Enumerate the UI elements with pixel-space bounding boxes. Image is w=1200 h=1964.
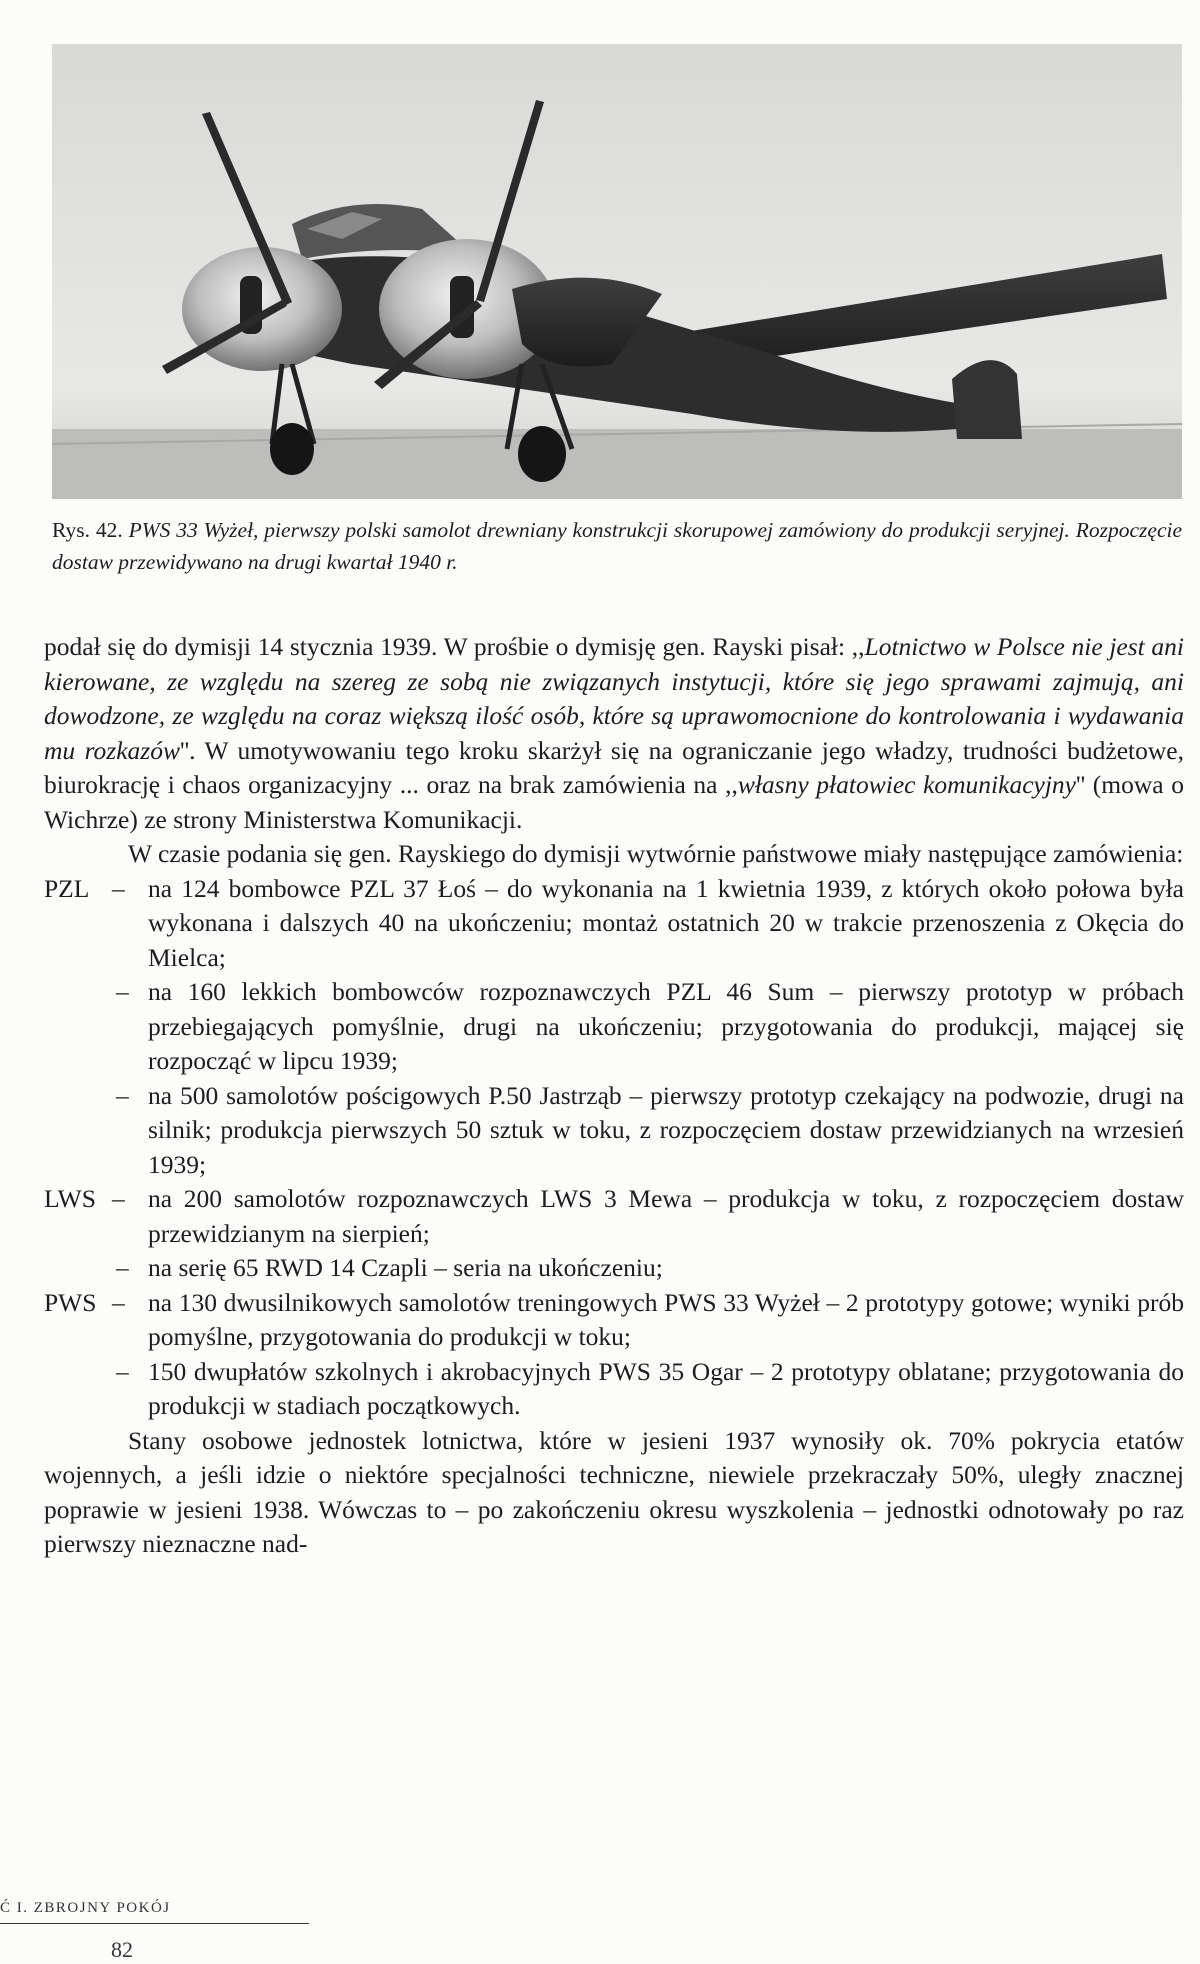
body-text [44,630,1184,1562]
figure-caption [52,514,1182,578]
order-entry [44,975,1184,1079]
p1-quote: Lotnictwo w Polsce nie jest ani kierowane, ze względu na szereg ze sobą nie związanych instytucji, które się jego sprawami zajmują, ani dowodzone, ze względu na coraz większą ilość osób, które są uprawomocnione do kontrolowania i wydawania mu rozkazów [44,632,1184,765]
dash: – [112,1184,125,1213]
page-number: 82 [111,1937,133,1962]
dash: – [112,873,125,903]
dash: – [116,1253,129,1282]
order-item: na 500 samolotów pościgowych P.50 Jastrząb – pierwszy prototyp czekający na podwozie, drugi na silnik; produkcja pierwszych 50 sztuk w toku, z rozpoczęciem dostaw przewidzianych na wrzesień 1939; [148,1080,1184,1179]
org-name: PWS [44,1287,97,1317]
order-entry [44,1079,1184,1183]
order-item: 150 dwupłatów szkolnych i akrobacyjnych PWS 35 Ogar – 2 prototypy oblatane; przygotowania do produkcji w stadiach początkowych. [148,1356,1184,1420]
running-head: Ć I. ZBROJNY POKÓJ [0,1900,171,1916]
paragraph-1 [44,630,1184,837]
order-item: na 130 dwusilnikowych samolotów treningowych PWS 33 Wyżeł – 2 prototypy gotowe; wyniki prób pomyślne, przygotowania do produkcji w toku; [148,1287,1184,1351]
p1-quote-2: własny płatowiec komunikacyjny [737,770,1076,799]
dash: – [112,1287,125,1317]
dash: – [116,977,129,1006]
aircraft-photo [52,44,1182,499]
dash: – [116,1080,129,1110]
order-entry [44,1182,1184,1251]
paragraph-3: Stany osobowe jednostek lotnictwa, które w jesieni 1937 wynosiły ok. 70% pokrycia etatów wojennych, a jeśli idzie o niektóre specjalności techniczne, niewiele przekraczały 50%, uległy znacznej poprawie w jesieni 1938. Wówczas to – po zakończeniu okresu wyszkolenia – jednostki odnotowały po raz pierwszy nieznaczne nad- [44,1425,1184,1558]
org-name: LWS [44,1184,96,1213]
order-item: na 160 lekkich bombowców rozpoznawczych PZL 46 Sum – pierwszy prototyp w próbach przebiegających pomyślnie, drugi na ukończeniu; przygotowania do produkcji, mającej się rozpocząć w lipcu 1939; [148,977,1184,1075]
p1-part-a: podał się do dymisji 14 stycznia 1939. W prośbie o dymisję gen. Rayski pisał: ,, [44,632,865,661]
order-item: na 124 bombowce PZL 37 Łoś – do wykonania na 1 kwietnia 1939, z których około połowa była wykonana i dalszych 40 na ukończeniu; montaż ostatnich 20 w trakcie przenoszenia z Okęcia do Mielca; [148,873,1184,972]
order-item: na serię 65 RWD 14 Czapli – seria na ukończeniu; [148,1253,663,1282]
p1-part-c: '' (mowa o Wichrze) ze strony Ministerstwa Komunikacji. [44,770,1184,834]
order-entry [44,1355,1184,1424]
caption-text: PWS 33 Wyżeł, pierwszy polski samolot drewniany konstrukcji skorupowej zamówiony do produkcji seryjnej. Rozpoczęcie dostaw przewidywano na drugi kwartał 1940 r. [52,518,1183,574]
order-entry [44,1251,1184,1286]
order-item: na 200 samolotów rozpoznawczych LWS 3 Mewa – produkcja w toku, z rozpoczęciem dostaw przewidzianym na sierpień; [148,1184,1184,1248]
p1-part-b: ''. W umotywowaniu tego kroku skarżył się na ograniczanie jego władzy, trudności budżetowe, biurokrację i chaos organizacyjny ... oraz na brak zamówienia na ,, [44,735,1184,799]
caption-prefix: Rys. 42. [52,518,123,542]
paragraph-2: W czasie podania się gen. Rayskiego do dymisji wytwórnie państwowe miały następujące zamówienia: [128,839,1184,868]
pws33-airplane-illustration [52,44,1182,499]
order-entry [44,872,1184,976]
dash: – [116,1356,129,1386]
footer-divider [0,1923,309,1924]
org-name: PZL [44,873,90,903]
order-entry [44,1286,1184,1355]
